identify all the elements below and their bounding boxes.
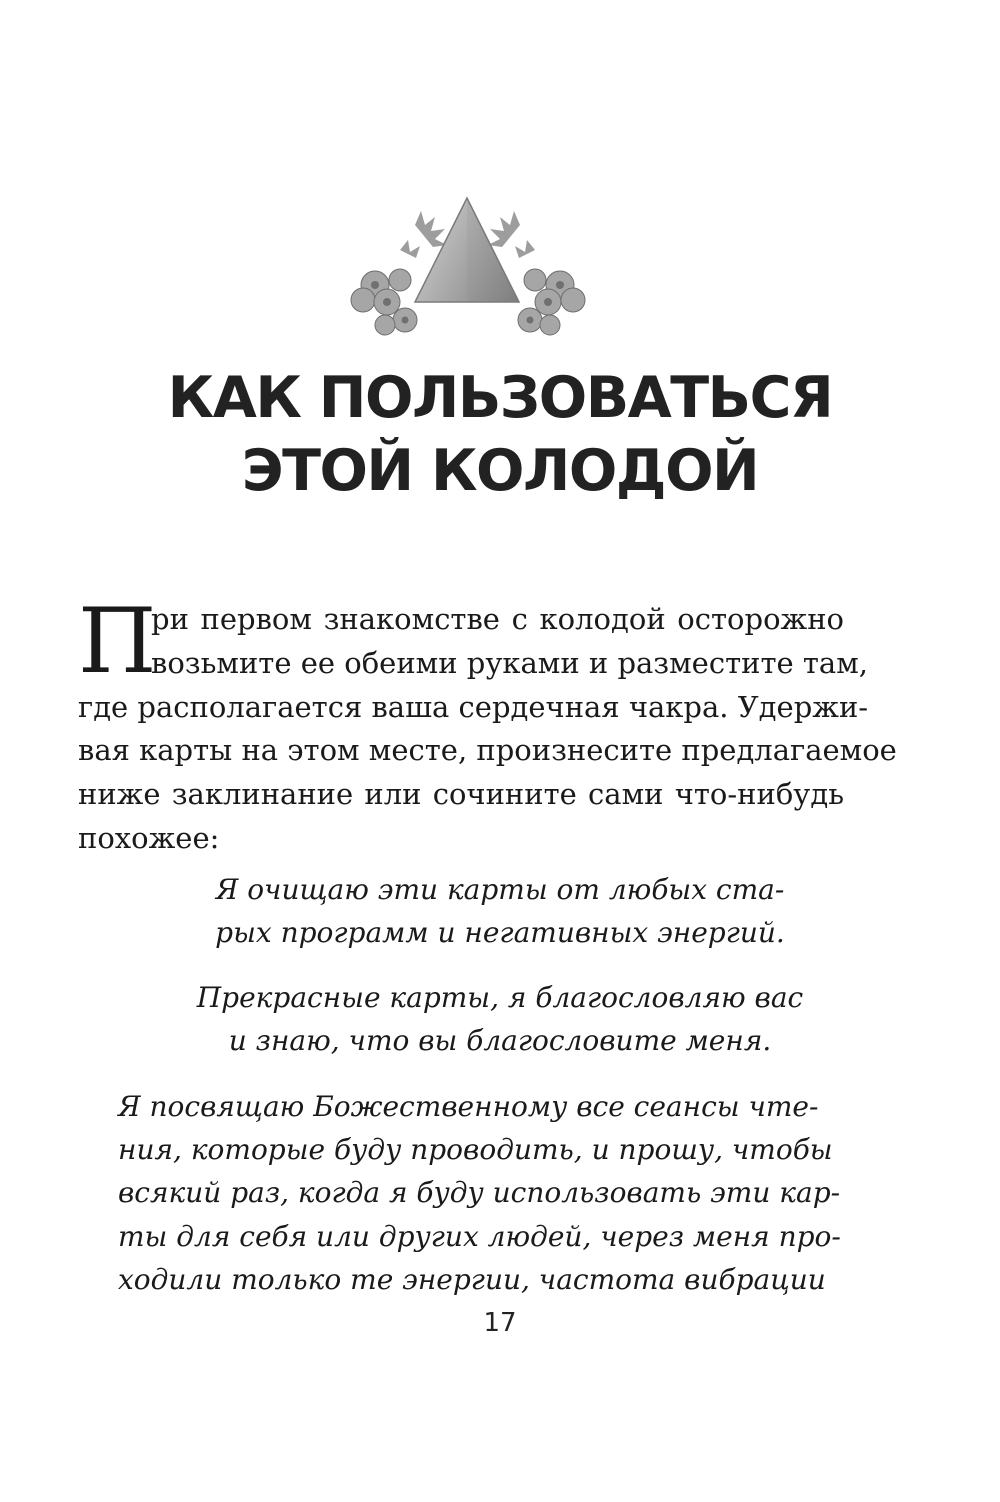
intro-line-2: возьмите ее обеими руками и разместите там, (151, 645, 868, 680)
page-title (0, 362, 1000, 508)
page-number: 17 (483, 1308, 517, 1338)
verse-1-line-2: рых программ и негативных энергий. (215, 916, 785, 949)
verse-3-line-1: Я посвящаю Божественному все сеансы чте- (118, 1090, 819, 1123)
intro-paragraph (78, 589, 897, 861)
pyramid-with-flowers-icon (345, 190, 590, 340)
verse-1 (0, 868, 1000, 954)
intro-line-3: где располагается ваша сердечная чакра. Удержи- (78, 689, 869, 724)
intro-line-6: похожее: (78, 820, 220, 855)
verse-3-line-5: ходили только те энергии, частота вибрации (118, 1262, 826, 1296)
verse-3-line-4: ты для себя или других людей, через меня про- (118, 1219, 841, 1253)
verse-3-line-3: всякий раз, когда я буду использовать эти кар- (118, 1176, 841, 1210)
page-title-line-1: КАК ПОЛЬЗОВАТЬСЯ (167, 365, 833, 431)
verse-2-line-1: Прекрасные карты, я благословляю вас (196, 981, 804, 1014)
intro-line-1: ри первом знакомстве с колодой осторожно (151, 602, 844, 636)
intro-line-4: вая карты на этом месте, произнесите предлагаемое (78, 733, 897, 768)
verse-3 (118, 1085, 841, 1301)
verse-1-line-1: Я очищаю эти карты от любых ста- (215, 873, 785, 906)
verse-2-line-2: и знаю, что вы благословите меня. (228, 1024, 772, 1057)
verse-2 (0, 976, 1000, 1062)
verse-3-line-2: ния, которые буду проводить, и прошу, чтобы (118, 1133, 833, 1167)
drop-cap: П (78, 589, 157, 694)
intro-line-5: ниже заклинание или сочините сами что-нибудь (78, 777, 844, 812)
page-title-line-2: ЭТОЙ КОЛОДОЙ (241, 438, 759, 504)
